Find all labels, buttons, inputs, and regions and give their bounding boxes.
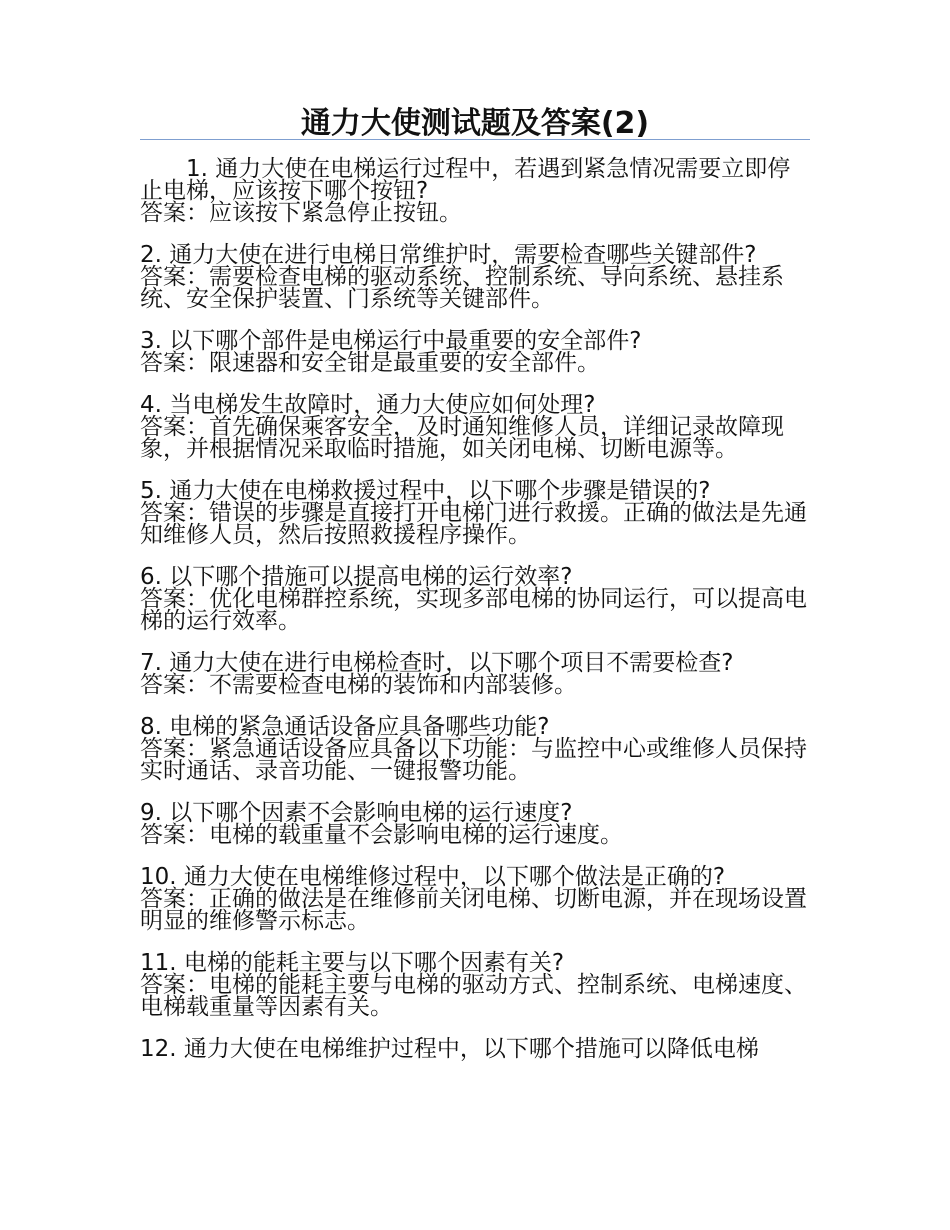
question-text: 2. 通力大使在进行电梯日常维护时，需要检查哪些关键部件? (140, 242, 757, 268)
answer-text: 答案：正确的做法是在维修前关闭电梯、切断电源，并在现场设置明显的维修警示标志。 (140, 886, 807, 934)
qa-item-10 (140, 866, 812, 932)
answer-text: 答案：需要检查电梯的驱动系统、控制系统、导向系统、悬挂系统、安全保护装置、门系统等关键部件。 (140, 264, 784, 312)
question-text: 5. 通力大使在电梯救援过程中，以下哪个步骤是错误的? (140, 478, 711, 504)
question-text: 10. 通力大使在电梯维修过程中，以下哪个做法是正确的? (140, 864, 726, 890)
document-title: 通力大使测试题及答案(2) (300, 106, 650, 141)
qa-item-3 (140, 330, 812, 374)
answer-text: 答案：首先确保乘客安全，及时通知维修人员，详细记录故障现象，并根据情况采取临时措施，如关闭电梯、切断电源等。 (140, 414, 784, 462)
question-text: 4. 当电梯发生故障时，通力大使应如何处理? (140, 392, 596, 418)
answer-text: 答案：不需要检查电梯的装饰和内部装修。 (140, 672, 577, 698)
title-underline (140, 139, 810, 140)
question-text: 3. 以下哪个部件是电梯运行中最重要的安全部件? (140, 328, 642, 354)
qa-item-8 (140, 716, 812, 782)
qa-item-1 (140, 158, 812, 224)
qa-list (140, 158, 812, 1080)
answer-text: 答案：限速器和安全钳是最重要的安全部件。 (140, 350, 600, 376)
answer-text: 答案：应该按下紧急停止按钮。 (140, 200, 462, 226)
qa-item-5 (140, 480, 812, 546)
qa-item-9 (140, 802, 812, 846)
question-text: 1. 通力大使在电梯运行过程中，若遇到紧急情况需要立即停止电梯，应该按下哪个按钮? (140, 156, 791, 204)
qa-item-4 (140, 394, 812, 460)
question-text: 9. 以下哪个因素不会影响电梯的运行速度? (140, 800, 573, 826)
qa-item-12 (140, 1038, 812, 1060)
question-text: 12. 通力大使在电梯维护过程中，以下哪个措施可以降低电梯 (140, 1036, 759, 1062)
answer-text: 答案：错误的步骤是直接打开电梯门进行救援。正确的做法是先通知维修人员，然后按照救援程序操作。 (140, 500, 807, 548)
qa-item-7 (140, 652, 812, 696)
answer-text: 答案：紧急通话设备应具备以下功能：与监控中心或维修人员保持实时通话、录音功能、一键报警功能。 (140, 736, 807, 784)
question-text: 7. 通力大使在进行电梯检查时，以下哪个项目不需要检查? (140, 650, 734, 676)
qa-item-2 (140, 244, 812, 310)
question-text: 6. 以下哪个措施可以提高电梯的运行效率? (140, 564, 573, 590)
answer-text: 答案：优化电梯群控系统，实现多部电梯的协同运行，可以提高电梯的运行效率。 (140, 586, 807, 634)
answer-text: 答案：电梯的载重量不会影响电梯的运行速度。 (140, 822, 623, 848)
qa-item-6 (140, 566, 812, 632)
question-text: 8. 电梯的紧急通话设备应具备哪些功能? (140, 714, 550, 740)
qa-item-11 (140, 952, 812, 1018)
answer-text: 答案：电梯的能耗主要与电梯的驱动方式、控制系统、电梯速度、电梯载重量等因素有关。 (140, 972, 807, 1020)
question-text: 11. 电梯的能耗主要与以下哪个因素有关? (140, 950, 565, 976)
